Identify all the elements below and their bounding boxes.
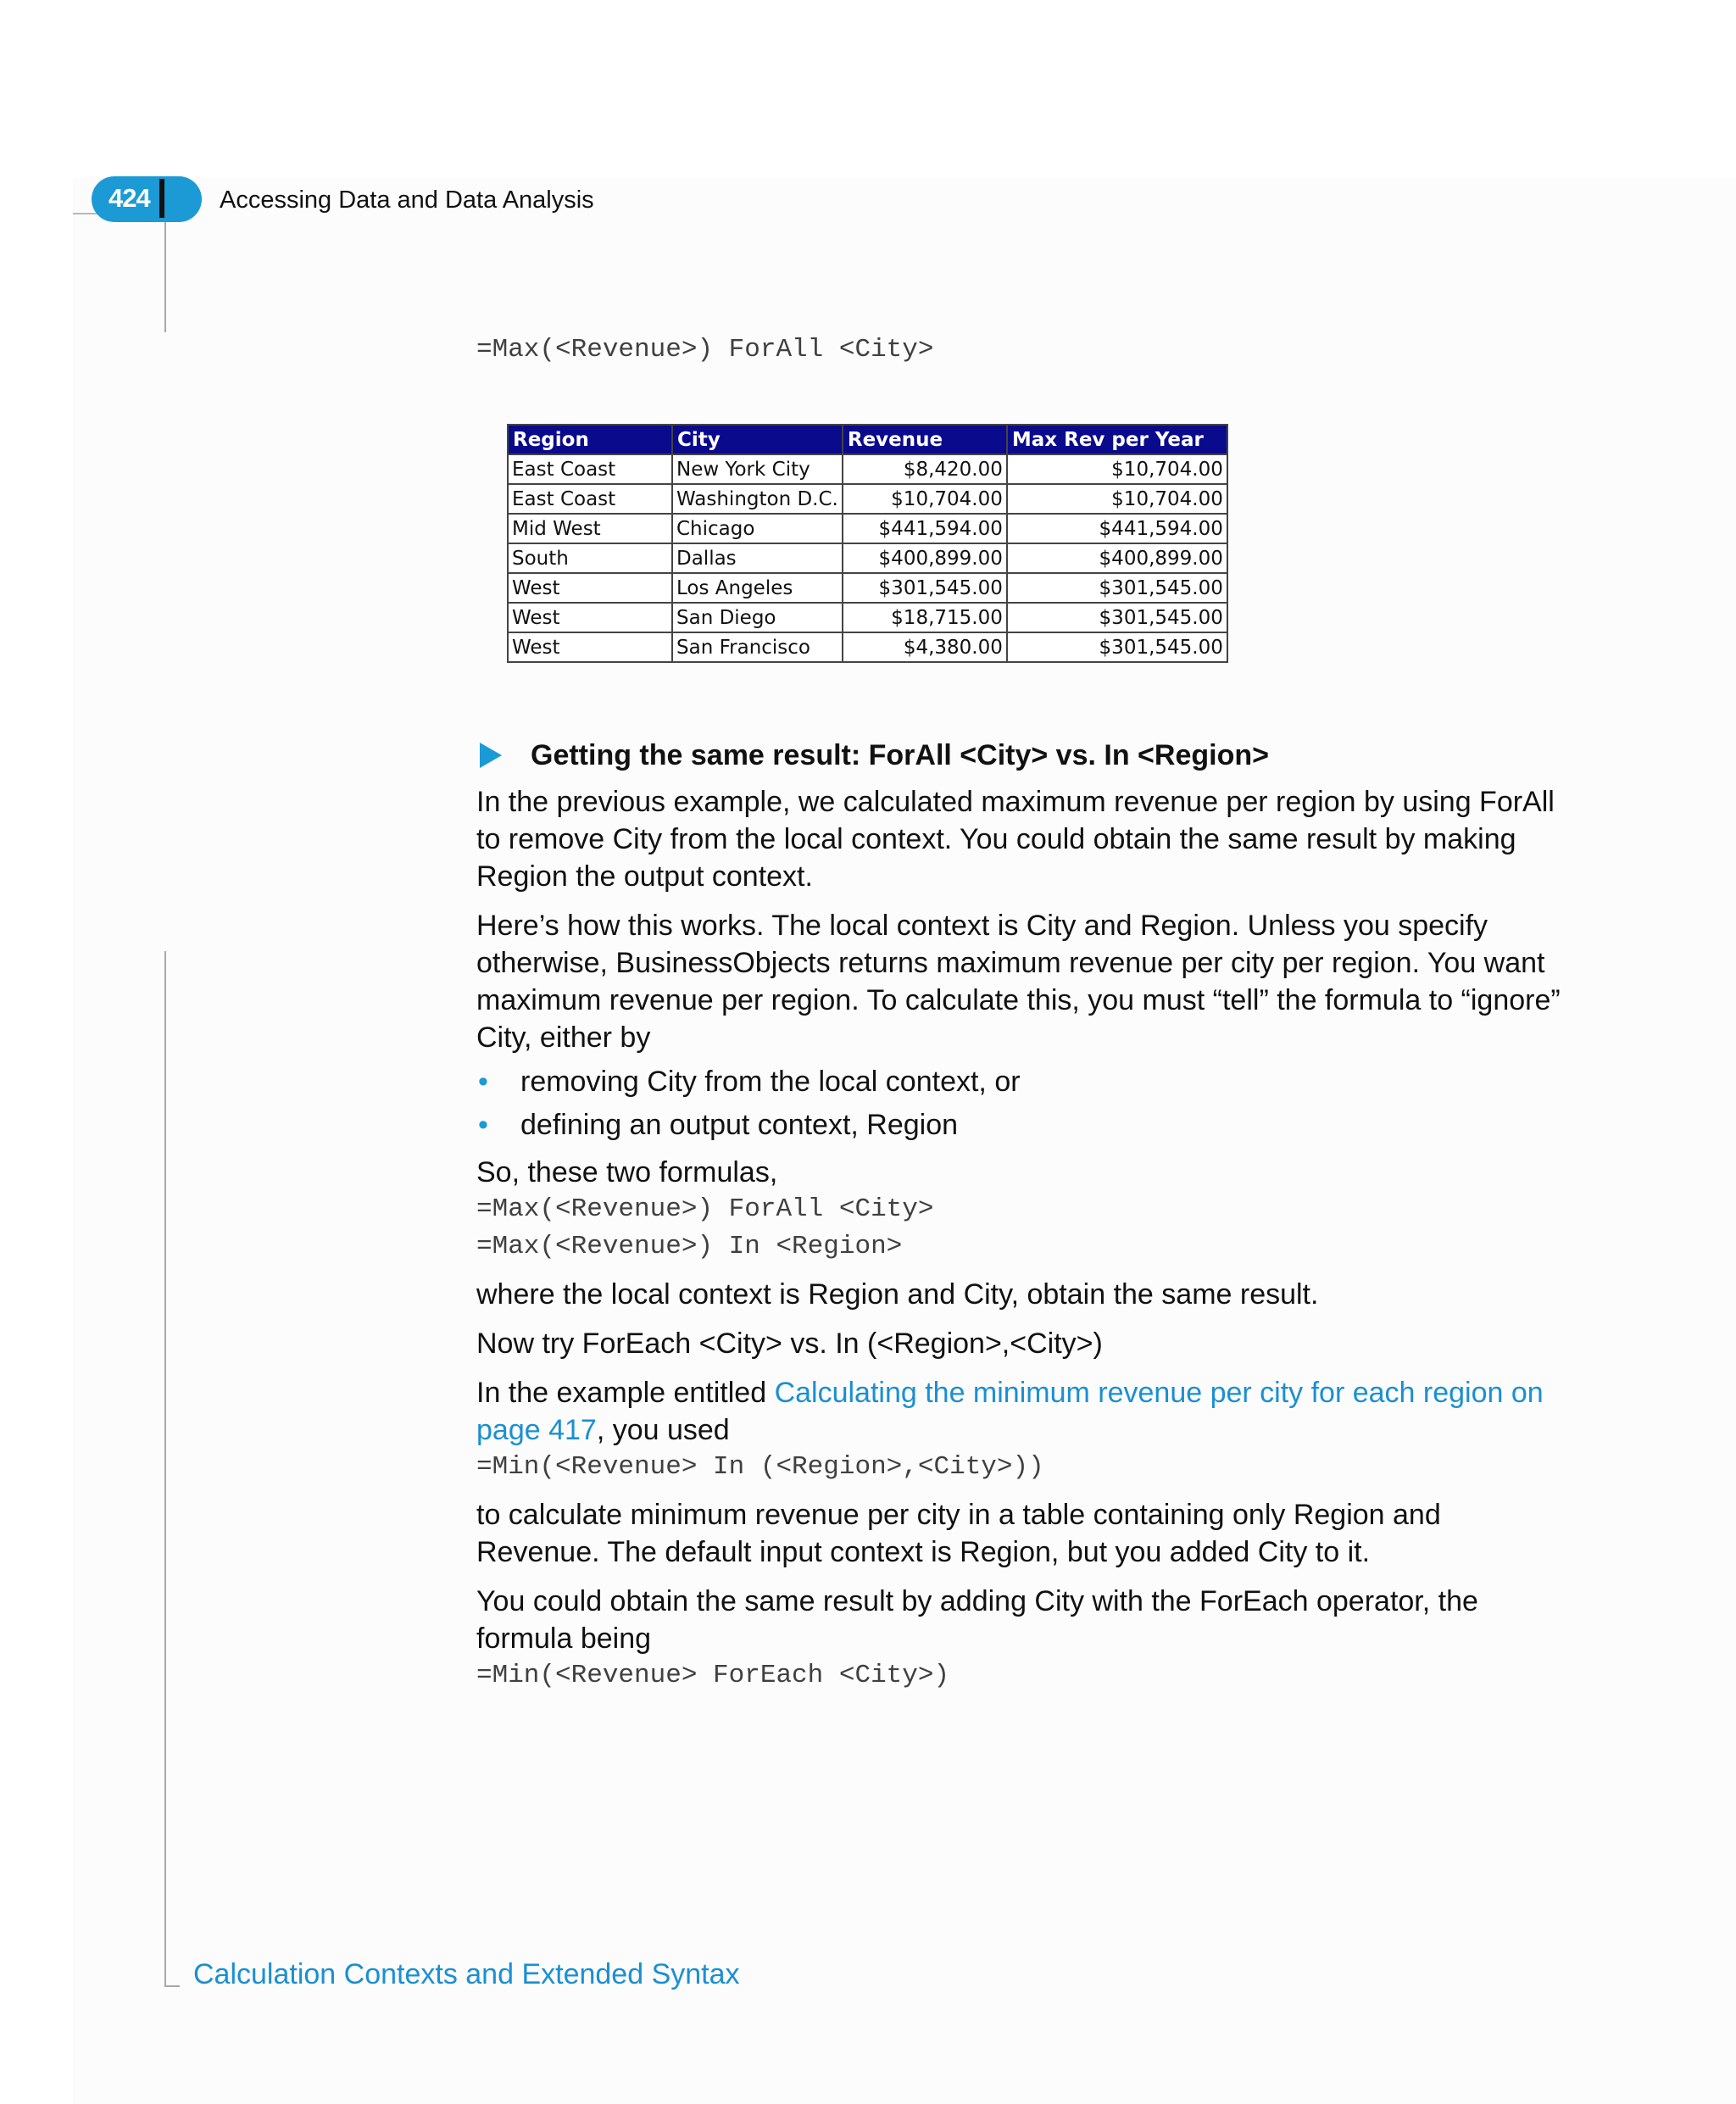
column-header-city: City (672, 425, 843, 454)
paragraph: In the previous example, we calculated maximum revenue per region by using ForAll to remove City from the local context. You could obtain the same result by making Region the output context. (476, 786, 1555, 893)
cell-max-rev: $301,545.00 (1007, 632, 1227, 662)
cell-city: Chicago (672, 514, 843, 543)
formula-forall-city: =Max(<Revenue>) ForAll <City> (476, 335, 934, 365)
body-column (476, 738, 1570, 1705)
bullet-dot-icon: • (478, 1109, 488, 1141)
footer-chapter-title: Calculation Contexts and Extended Syntax (193, 1958, 740, 1990)
bullet-list (476, 1063, 1570, 1144)
paragraph: where the local context is Region and City, obtain the same result. (476, 1278, 1319, 1311)
cell-revenue: $8,420.00 (843, 454, 1007, 484)
table-row (508, 543, 1227, 573)
footer-rule (164, 1985, 180, 1987)
formula-forall: =Max(<Revenue>) ForAll <City> (476, 1194, 934, 1224)
section-heading-text: Getting the same result: ForAll <City> vs. In <Region> (531, 739, 1269, 771)
formula-in-region: =Max(<Revenue>) In <Region> (476, 1232, 903, 1261)
triangle-bullet-icon (480, 743, 502, 768)
paragraph-text: In the example entitled (476, 1377, 775, 1409)
paragraph: You could obtain the same result by adding City with the ForEach operator, the formula being (476, 1585, 1478, 1655)
paragraph (476, 1374, 1570, 1449)
cell-revenue: $441,594.00 (843, 514, 1007, 543)
table-row (508, 632, 1227, 662)
cell-revenue: $400,899.00 (843, 543, 1007, 573)
column-header-region: Region (508, 425, 672, 454)
table-row (508, 514, 1227, 543)
formula-block (476, 1191, 1570, 1266)
table-row (508, 484, 1227, 514)
cell-city: San Diego (672, 603, 843, 632)
cell-revenue: $18,715.00 (843, 603, 1007, 632)
paragraph: to calculate minimum revenue per city in a table containing only Region and Revenue. The default input context is Region, but you added City to it. (476, 1499, 1441, 1568)
cell-city: San Francisco (672, 632, 843, 662)
cell-region: East Coast (508, 484, 672, 514)
cross-reference-link[interactable]: Calculating the minimum revenue per city for each region on page 417 (476, 1377, 1544, 1446)
cell-region: West (508, 573, 672, 603)
section-heading (476, 738, 1570, 773)
cell-region: West (508, 603, 672, 632)
cell-max-rev: $301,545.00 (1007, 573, 1227, 603)
revenue-table (507, 424, 1228, 663)
page-number: 424 (108, 183, 150, 213)
list-item-text: removing City from the local context, or (520, 1066, 1021, 1098)
table-header-row (508, 425, 1227, 454)
cell-max-rev: $400,899.00 (1007, 543, 1227, 573)
formula-min-foreach: =Min(<Revenue> ForEach <City>) (476, 1661, 950, 1690)
cell-region: Mid West (508, 514, 672, 543)
cell-city: Los Angeles (672, 573, 843, 603)
cell-city: New York City (672, 454, 843, 484)
formula-min-in: =Min(<Revenue> In (<Region>,<City>)) (476, 1452, 1044, 1482)
cell-revenue: $10,704.00 (843, 484, 1007, 514)
cell-max-rev: $10,704.00 (1007, 484, 1227, 514)
column-header-max-rev: Max Rev per Year (1007, 425, 1227, 454)
cell-region: South (508, 543, 672, 573)
table-row (508, 603, 1227, 632)
list-item (476, 1063, 1570, 1100)
paragraph: Here’s how this works. The local context is City and Region. Unless you specify otherwise, BusinessObjects returns maximum revenue per city per region. You want maximum revenue per region. To calculate this, you must “tell” the formula to “ignore” City, either by (476, 910, 1561, 1054)
cell-revenue: $4,380.00 (843, 632, 1007, 662)
formula-block (476, 1449, 1570, 1486)
cell-region: East Coast (508, 454, 672, 484)
table-row (508, 573, 1227, 603)
cell-max-rev: $10,704.00 (1007, 454, 1227, 484)
cell-max-rev: $441,594.00 (1007, 514, 1227, 543)
paragraph: Now try ForEach <City> vs. In (<Region>,<City>) (476, 1328, 1103, 1360)
paragraph: So, these two formulas, (476, 1156, 778, 1188)
formula-block (476, 1657, 1570, 1695)
margin-line-top (164, 222, 166, 332)
bullet-dot-icon: • (478, 1066, 488, 1098)
margin-line-bottom (164, 951, 166, 1987)
cell-city: Washington D.C. (672, 484, 843, 514)
paragraph-text: , you used (596, 1414, 730, 1446)
running-title: Accessing Data and Data Analysis (220, 186, 594, 214)
page-number-bar (159, 179, 164, 218)
column-header-revenue: Revenue (843, 425, 1007, 454)
cell-city: Dallas (672, 543, 843, 573)
list-item-text: defining an output context, Region (520, 1109, 959, 1141)
list-item (476, 1106, 1570, 1144)
cell-region: West (508, 632, 672, 662)
cell-revenue: $301,545.00 (843, 573, 1007, 603)
table-row (508, 454, 1227, 484)
cell-max-rev: $301,545.00 (1007, 603, 1227, 632)
